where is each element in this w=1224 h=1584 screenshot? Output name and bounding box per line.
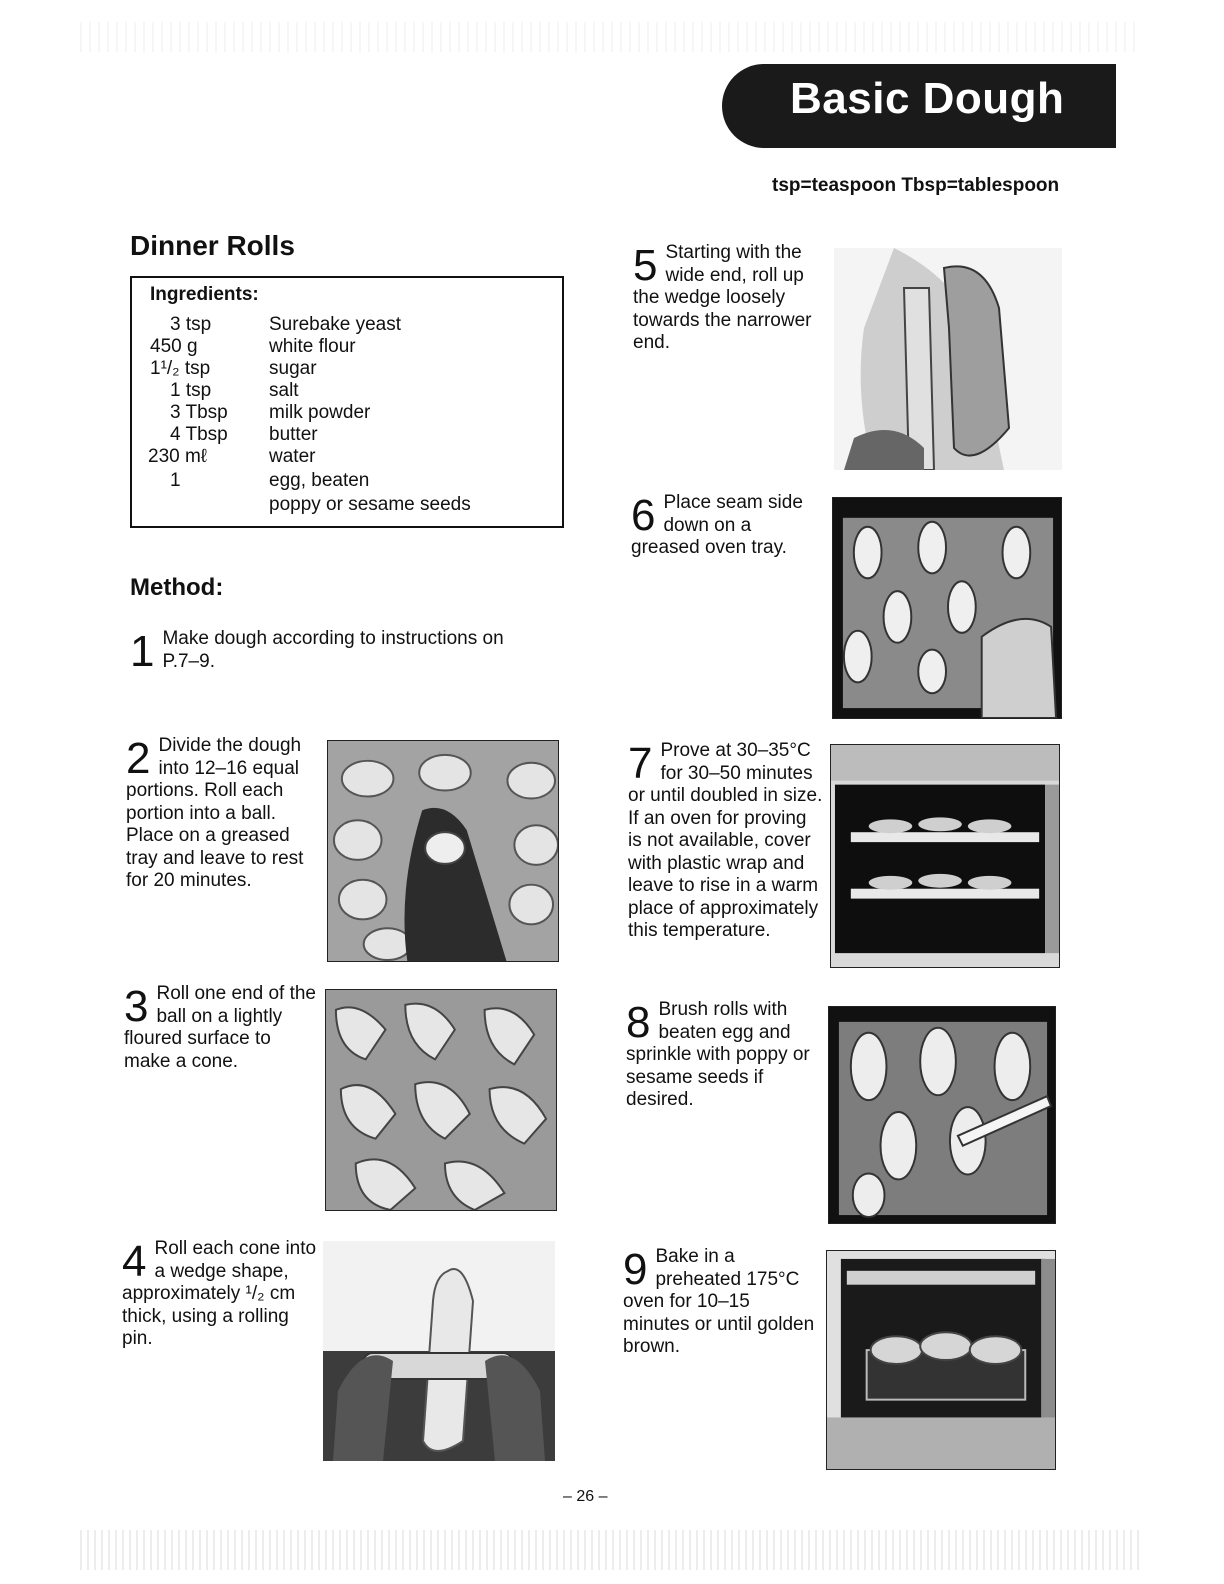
section-banner (722, 64, 1116, 148)
step-number: 8 (626, 998, 651, 1047)
ingredient-qty: 230 mℓ (148, 446, 207, 467)
step-2 (126, 735, 322, 893)
section-title: Basic Dough (790, 74, 1065, 123)
step-number: 2 (126, 734, 151, 783)
step-1 (130, 627, 540, 676)
step-5 (633, 242, 823, 355)
ingredient-qty: 3 tsp (170, 314, 212, 335)
ingredients-label: Ingredients: (150, 284, 259, 305)
step-number: 7 (628, 739, 653, 788)
scan-noise-top (80, 22, 1140, 52)
step-3 (124, 983, 320, 1073)
ingredient-name: butter (269, 424, 318, 445)
photo-tray-rolls (832, 497, 1062, 719)
ingredient-qty: 1 tsp (170, 380, 212, 401)
ingredient-qty: 3 Tbsp (170, 402, 228, 423)
ingredient-qty: 450 g (150, 336, 198, 357)
step-text: Divide the dough into 12–16 equal portions. Roll each portion into a ball. Place on a greased tray and leave to rest for 20 minutes. (126, 735, 304, 891)
ingredient-qty: 1 (170, 470, 181, 491)
page-number: – 26 – (563, 1488, 608, 1505)
step-text: Place seam side down on a greased oven tray. (631, 492, 803, 558)
photo-rolling-wedge (834, 248, 1062, 470)
abbreviation-note: tsp=teaspoon Tbsp=tablespoon (772, 175, 1060, 196)
ingredient-name: egg, beaten (269, 470, 370, 491)
step-number: 5 (633, 241, 658, 290)
step-text: Roll each cone into a wedge shape, approximately ¹/₂ cm thick, using a rolling pin. (122, 1238, 317, 1349)
step-text: Starting with the wide end, roll up the wedge loosely towards the narrower end. (633, 242, 812, 353)
photo-brushing-rolls (828, 1006, 1056, 1224)
step-text: Bake in a preheated 175°C oven for 10–15 minutes or until golden brown. (623, 1246, 815, 1357)
ingredient-name: Surebake yeast (269, 314, 402, 335)
step-number: 6 (631, 491, 656, 540)
ingredient-name: sugar (269, 358, 317, 379)
ingredients-box (130, 276, 564, 528)
step-text: Make dough according to instructions on P.7–9. (162, 628, 504, 672)
ingredient-qty: 1¹/₂ tsp (150, 358, 211, 379)
method-heading: Method: (130, 574, 224, 601)
ingredient-name: water (269, 446, 316, 467)
ingredient-qty: 4 Tbsp (170, 424, 228, 445)
photo-oven-baking (826, 1250, 1056, 1470)
step-7 (628, 740, 824, 943)
step-text: Roll one end of the ball on a lightly floured surface to make a cone. (124, 983, 316, 1072)
step-number: 9 (623, 1245, 648, 1294)
step-8 (626, 999, 826, 1112)
step-6 (631, 492, 825, 560)
step-number: 1 (130, 627, 155, 676)
step-number: 4 (122, 1237, 147, 1286)
step-9 (623, 1246, 821, 1359)
photo-dough-cones (325, 989, 557, 1211)
step-number: 3 (124, 982, 149, 1031)
ingredient-name: poppy or sesame seeds (269, 494, 471, 515)
photo-dough-balls (327, 740, 559, 962)
ingredient-name: milk powder (269, 402, 371, 423)
photo-rolling-pin (323, 1241, 555, 1461)
ingredient-name: salt (269, 380, 299, 401)
scan-noise-bottom (80, 1530, 1140, 1570)
step-text: Prove at 30–35°C for 30–50 minutes or until doubled in size. If an oven for proving is not available, cover with plastic wrap and leave to rise in a warm place of approximately this temperature. (628, 740, 823, 941)
step-text: Brush rolls with beaten egg and sprinkle with poppy or sesame seeds if desired. (626, 999, 810, 1110)
recipe-title: Dinner Rolls (130, 230, 295, 261)
ingredient-name: white flour (269, 336, 356, 357)
step-4 (122, 1238, 318, 1351)
photo-oven-proving (830, 744, 1060, 968)
